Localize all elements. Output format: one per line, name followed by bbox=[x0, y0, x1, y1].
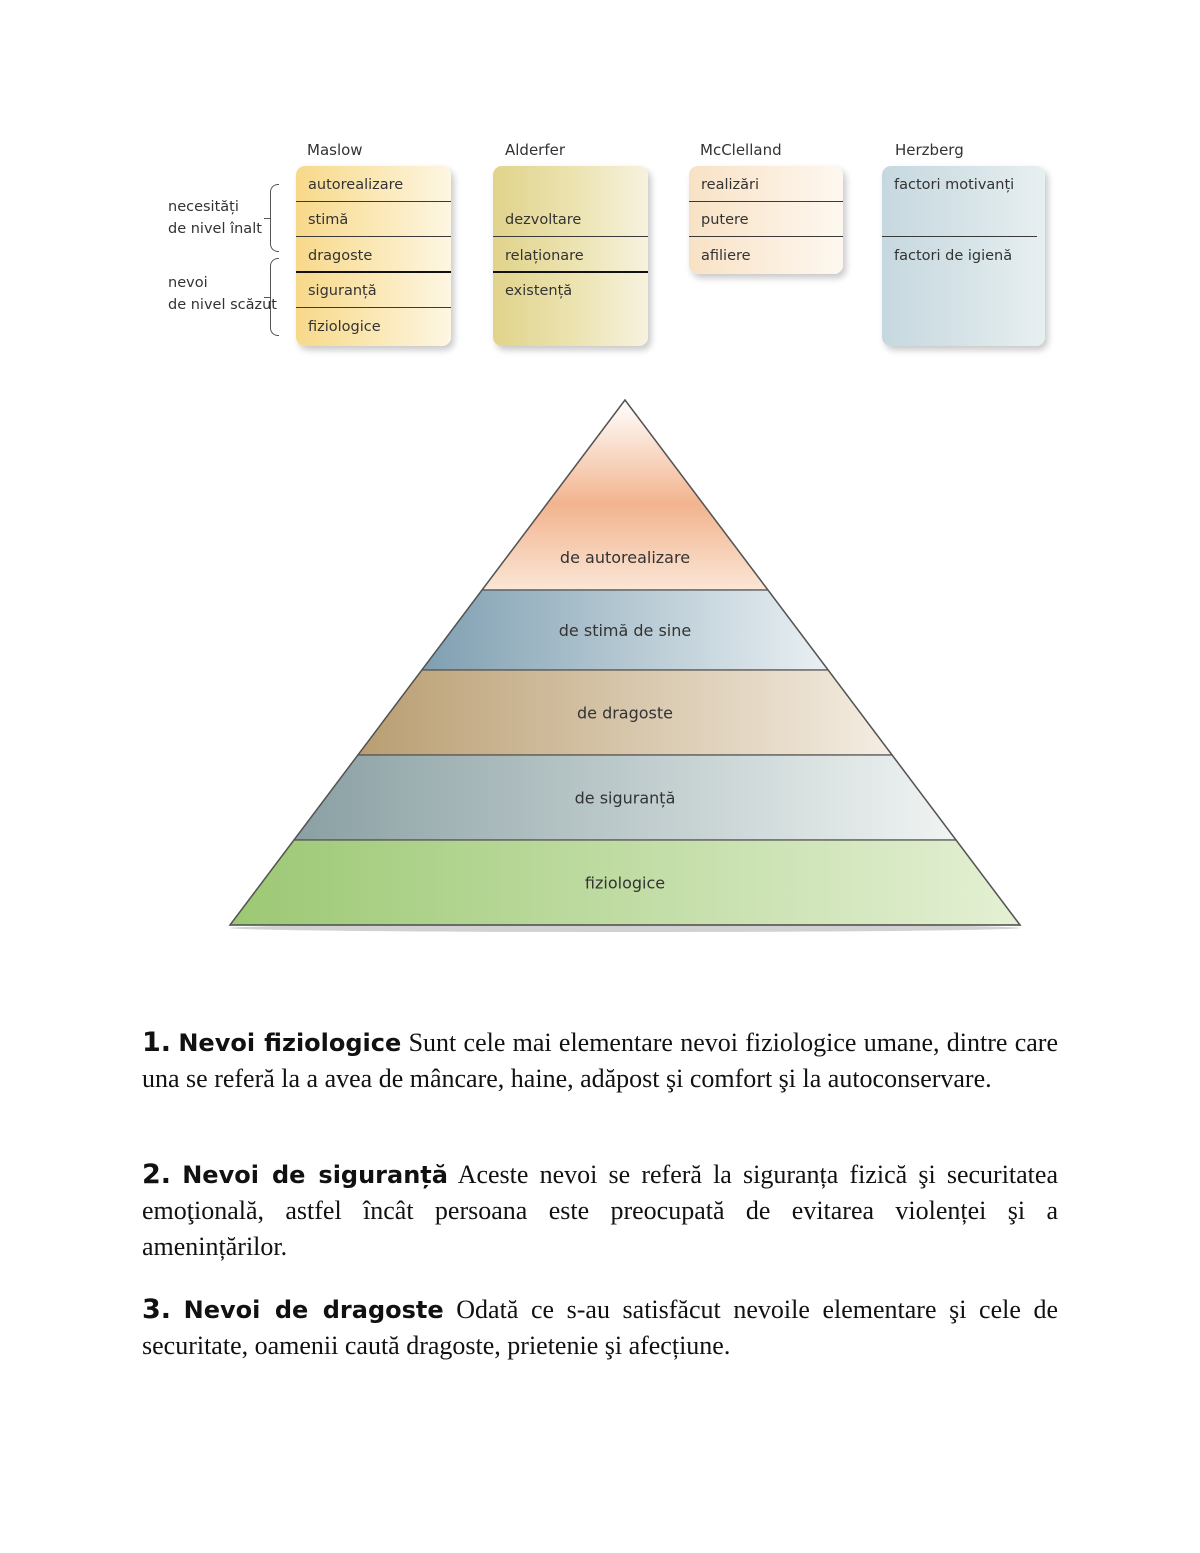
maslow-row: autorealizare bbox=[308, 177, 404, 193]
paragraph-physiological bbox=[142, 1025, 1058, 1097]
row-divider bbox=[296, 236, 451, 237]
pyramid-level-label: de dragoste bbox=[576, 703, 674, 723]
paragraph-text: Sunt cele mai elementare nevoi fiziologice umane, dintre care una se referă la a avea de mâncare, haine, adăpost şi comfort şi la autoconservare. bbox=[142, 1028, 1058, 1093]
alderfer-card bbox=[493, 166, 648, 346]
herzberg-row: factori motivanți bbox=[894, 177, 1015, 193]
alderfer-row: relaționare bbox=[505, 248, 584, 264]
paragraph-safety bbox=[142, 1157, 1058, 1265]
maslow-header: Maslow bbox=[307, 141, 363, 159]
row-divider bbox=[296, 201, 451, 202]
mcclelland-header: McClelland bbox=[700, 141, 782, 159]
row-divider bbox=[296, 271, 451, 273]
row-divider bbox=[689, 201, 843, 202]
paragraph-number: 3. bbox=[142, 1294, 172, 1325]
paragraph-text: Odată ce s-au satisfăcut nevoile elementare şi cele de securitate, oamenii caută dragoste, prietenie şi afecțiune. bbox=[142, 1295, 1059, 1360]
paragraph-term: Nevoi fiziologice bbox=[178, 1029, 402, 1057]
herzberg-row: factori de igienă bbox=[894, 248, 1013, 264]
mcclelland-row: realizări bbox=[701, 177, 759, 193]
low-level-needs-label: nevoi de nivel scăzut bbox=[168, 275, 277, 313]
mcclelland-card bbox=[689, 166, 843, 274]
paragraph-text: Aceste nevoi se referă la siguranța fizică şi securitatea emoţională, astfel încât persoana este preocupată de evitarea violenței şi a amenințărilor. bbox=[142, 1160, 1058, 1261]
row-divider bbox=[882, 236, 1037, 237]
pyramid-level-label: de autorealizare bbox=[559, 548, 691, 567]
alderfer-row: dezvoltare bbox=[505, 212, 582, 228]
paragraph-love bbox=[142, 1292, 1058, 1364]
maslow-row: stimă bbox=[308, 212, 349, 228]
paragraph-term: Nevoi de siguranță bbox=[182, 1161, 448, 1189]
alderfer-row: existență bbox=[505, 283, 573, 299]
maslow-pyramid bbox=[220, 395, 1030, 935]
maslow-row: dragoste bbox=[308, 248, 373, 264]
maslow-row: fiziologice bbox=[308, 319, 381, 335]
maslow-row: siguranță bbox=[308, 283, 377, 299]
pyramid-level-label: fiziologice bbox=[584, 873, 666, 893]
row-divider bbox=[296, 307, 451, 308]
maslow-card bbox=[296, 166, 451, 346]
herzberg-header: Herzberg bbox=[895, 141, 964, 159]
row-divider bbox=[493, 271, 648, 273]
paragraph-number: 1. bbox=[142, 1027, 172, 1058]
pyramid-level-label: de stimă de sine bbox=[558, 621, 692, 640]
alderfer-header: Alderfer bbox=[505, 141, 566, 159]
high-level-needs-label: necesități de nivel înalt bbox=[168, 199, 262, 237]
paragraph-term: Nevoi de dragoste bbox=[183, 1296, 444, 1324]
paragraph-number: 2. bbox=[142, 1159, 172, 1190]
herzberg-card bbox=[882, 166, 1045, 346]
pyramid-level-label: de siguranță bbox=[574, 788, 676, 808]
low-level-brace bbox=[270, 258, 279, 336]
row-divider bbox=[493, 236, 648, 237]
mcclelland-row: afiliere bbox=[701, 248, 751, 264]
high-level-brace bbox=[270, 184, 279, 252]
mcclelland-row: putere bbox=[701, 212, 749, 228]
row-divider bbox=[689, 236, 843, 237]
